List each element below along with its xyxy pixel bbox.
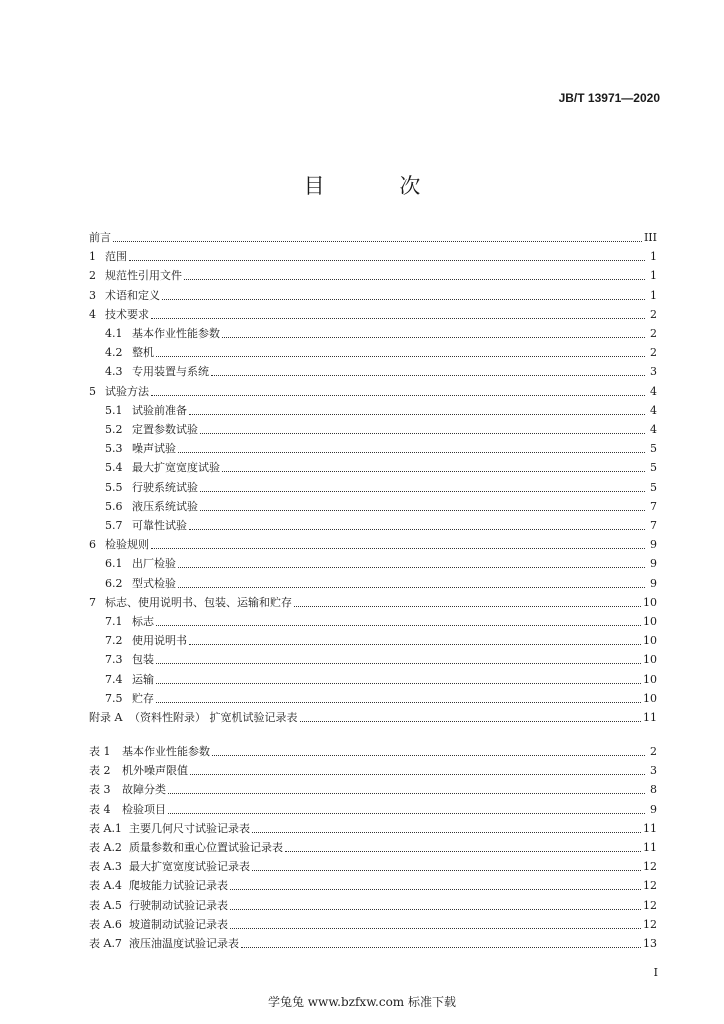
toc-entry[interactable] <box>105 322 657 341</box>
entry-title: 主要几何尺寸试验记录表 <box>129 821 250 835</box>
toc-entry[interactable] <box>105 514 657 533</box>
entry-number: 表 A.4 <box>89 879 122 893</box>
toc-entry[interactable] <box>89 226 657 245</box>
entry-page-number: 11 <box>643 711 657 724</box>
page-folio: I <box>653 966 658 979</box>
entry-title: 检验规则 <box>105 538 149 552</box>
entry-number: 5 <box>89 384 96 398</box>
toc-entry[interactable] <box>105 476 657 495</box>
entry-number: 7 <box>89 595 96 609</box>
entry-page-number: 2 <box>650 745 657 758</box>
toc-entry[interactable] <box>105 687 657 706</box>
entry-title: 检验项目 <box>122 802 166 816</box>
toc-entry[interactable] <box>89 855 657 874</box>
dot-leader <box>252 870 641 871</box>
entry-title: （资料性附录） 扩宽机试验记录表 <box>129 711 298 724</box>
dot-leader <box>200 491 645 492</box>
entry-page-number: 9 <box>650 802 657 816</box>
dot-leader <box>189 644 641 645</box>
dot-leader <box>294 606 641 607</box>
entry-title: 行驶制动试验记录表 <box>129 898 228 912</box>
entry-page-number: 2 <box>650 327 657 340</box>
entry-number: 7.5 <box>105 691 123 705</box>
toc-entry[interactable] <box>105 552 657 571</box>
entry-number: 表 A.2 <box>89 841 122 854</box>
toc-entry[interactable] <box>89 303 657 322</box>
entry-number: 表 A.7 <box>89 937 122 950</box>
toc-entry[interactable] <box>89 380 657 399</box>
entry-page-number: 5 <box>650 480 657 494</box>
entry-page-number: 1 <box>650 250 657 264</box>
entry-number: 表 2 <box>89 764 111 778</box>
entry-page-number: 4 <box>650 423 657 436</box>
toc-entry[interactable] <box>89 264 657 283</box>
toc-entry[interactable] <box>89 706 657 725</box>
entry-title: 整机 <box>132 346 154 360</box>
dot-leader <box>178 452 645 453</box>
dot-leader <box>168 813 645 814</box>
standard-number: JB/T 13971—2020 <box>558 91 660 105</box>
entry-title: 机外噪声限值 <box>122 764 188 778</box>
entry-title: 前言 <box>89 231 111 244</box>
entry-page-number: 1 <box>650 269 657 283</box>
toc-entry[interactable] <box>89 894 657 913</box>
dot-leader <box>222 471 645 472</box>
entry-number: 表 3 <box>89 783 111 797</box>
entry-number: 表 4 <box>89 802 111 816</box>
toc-entry[interactable] <box>105 629 657 648</box>
entry-page-number: 10 <box>643 672 657 686</box>
toc-entry[interactable] <box>89 836 657 855</box>
entry-page-number: 12 <box>643 860 657 874</box>
entry-title: 使用说明书 <box>132 634 187 648</box>
dot-leader <box>190 774 645 775</box>
entry-page-number: 5 <box>650 442 657 456</box>
entry-title: 行驶系统试验 <box>132 480 198 494</box>
toc-entry[interactable] <box>89 817 657 836</box>
toc-entry[interactable] <box>105 341 657 360</box>
entry-page-number: 12 <box>643 917 657 931</box>
dot-leader <box>113 241 642 242</box>
dot-leader <box>156 663 641 664</box>
toc-entry[interactable] <box>105 668 657 687</box>
toc-entry[interactable] <box>105 456 657 475</box>
entry-number: 5.4 <box>105 461 123 475</box>
toc-entry[interactable] <box>89 245 657 264</box>
entry-number: 4.2 <box>105 346 123 360</box>
entry-title: 型式检验 <box>132 576 176 590</box>
entry-page-number: 10 <box>643 595 657 609</box>
entry-title: 试验前准备 <box>132 403 187 417</box>
entry-number: 5.2 <box>105 423 123 436</box>
entry-page-number: 9 <box>650 576 657 590</box>
entry-page-number: 10 <box>643 691 657 705</box>
toc-entry[interactable] <box>89 874 657 893</box>
entry-title: 范围 <box>105 250 127 264</box>
dot-leader <box>151 395 645 396</box>
toc-entry[interactable] <box>89 740 657 759</box>
dot-leader <box>184 279 645 280</box>
entry-title: 定置参数试验 <box>132 423 198 436</box>
entry-title: 液压油温度试验记录表 <box>129 937 239 950</box>
entry-number: 7.4 <box>105 672 123 686</box>
dot-leader <box>189 529 645 530</box>
entry-page-number: 13 <box>643 937 657 950</box>
entry-number: 表 1 <box>89 745 111 758</box>
entry-number: 表 A.1 <box>89 821 122 835</box>
entry-number: 表 A.3 <box>89 860 122 874</box>
entry-title: 质量参数和重心位置试验记录表 <box>129 841 283 854</box>
entry-title: 故障分类 <box>122 783 166 797</box>
entry-title: 爬坡能力试验记录表 <box>129 879 228 893</box>
toc-entry[interactable] <box>105 495 657 514</box>
entry-number: 2 <box>89 269 96 283</box>
entry-page-number: 7 <box>650 519 657 532</box>
entry-number: 4 <box>89 307 96 321</box>
dot-leader <box>230 889 641 890</box>
dot-leader <box>285 851 641 852</box>
entry-title: 运输 <box>132 672 154 686</box>
entry-title: 坡道制动试验记录表 <box>129 917 228 931</box>
page-title: 目 次 <box>303 174 455 198</box>
entry-page-number: 10 <box>643 615 657 628</box>
toc-entry[interactable] <box>105 572 657 591</box>
dot-leader <box>156 702 641 703</box>
entry-page-number: 10 <box>643 653 657 667</box>
entry-page-number: 11 <box>643 821 657 835</box>
toc-entry[interactable] <box>89 798 657 817</box>
dot-leader <box>200 433 645 434</box>
entry-title: 专用装置与系统 <box>132 365 209 379</box>
entry-title: 试验方法 <box>105 384 149 398</box>
entry-number: 附录 A <box>89 711 123 724</box>
dot-leader <box>211 375 645 376</box>
dot-leader <box>129 260 645 261</box>
entry-title: 液压系统试验 <box>132 499 198 513</box>
entry-page-number: 1 <box>650 288 657 302</box>
dot-leader <box>178 587 645 588</box>
entry-number: 3 <box>89 288 96 302</box>
entry-number: 6.2 <box>105 576 123 590</box>
entry-number: 4.3 <box>105 365 123 379</box>
dot-leader <box>300 721 642 722</box>
toc-entry[interactable] <box>89 932 657 951</box>
entry-page-number: 12 <box>643 898 657 912</box>
toc-entry[interactable] <box>105 437 657 456</box>
entry-number: 5.7 <box>105 519 123 532</box>
entry-title: 最大扩宽宽度试验 <box>132 461 220 475</box>
entry-title: 出厂检验 <box>132 557 176 571</box>
dot-leader <box>230 909 641 910</box>
entry-title: 标志、使用说明书、包装、运输和贮存 <box>105 595 292 609</box>
dot-leader <box>222 337 645 338</box>
entry-page-number: 8 <box>650 783 657 797</box>
entry-title: 可靠性试验 <box>132 519 187 532</box>
entry-number: 5.6 <box>105 499 123 513</box>
dot-leader <box>200 510 645 511</box>
entry-page-number: 5 <box>650 461 657 475</box>
dot-leader <box>168 793 645 794</box>
entry-page-number: 2 <box>650 307 657 321</box>
dot-leader <box>189 414 645 415</box>
toc-entry[interactable] <box>105 399 657 418</box>
entry-number: 5.1 <box>105 403 123 417</box>
toc-entry[interactable] <box>89 591 657 610</box>
entry-title: 标志 <box>132 615 154 628</box>
entry-number: 6 <box>89 538 96 552</box>
entry-title: 规范性引用文件 <box>105 269 182 283</box>
toc-entry[interactable] <box>89 778 657 797</box>
dot-leader <box>230 928 641 929</box>
entry-page-number: 9 <box>650 538 657 552</box>
toc-entry[interactable] <box>105 610 657 629</box>
entry-number: 表 A.5 <box>89 898 122 912</box>
entry-number: 5.5 <box>105 480 123 494</box>
dot-leader <box>252 832 641 833</box>
entry-number: 7.1 <box>105 615 123 628</box>
entry-page-number: 3 <box>650 365 657 379</box>
entry-page-number: 7 <box>650 499 657 513</box>
entry-title: 最大扩宽宽度试验记录表 <box>129 860 250 874</box>
entry-title: 基本作业性能参数 <box>122 745 210 758</box>
toc-entry[interactable] <box>105 360 657 379</box>
entry-page-number: 10 <box>643 634 657 648</box>
dot-leader <box>151 318 645 319</box>
toc-entry[interactable] <box>105 418 657 437</box>
dot-leader <box>156 356 645 357</box>
dot-leader <box>212 755 645 756</box>
entry-title: 噪声试验 <box>132 442 176 456</box>
entry-number: 5.3 <box>105 442 123 456</box>
entry-page-number: 4 <box>650 403 657 417</box>
toc-entry[interactable] <box>89 533 657 552</box>
entry-title: 基本作业性能参数 <box>132 327 220 340</box>
entry-page-number: 12 <box>643 879 657 893</box>
toc-entry[interactable] <box>105 648 657 667</box>
entry-page-number: 2 <box>650 346 657 360</box>
entry-page-number: 11 <box>643 841 657 854</box>
entry-number: 4.1 <box>105 327 123 340</box>
entry-page-number: 4 <box>650 384 657 398</box>
entry-number: 6.1 <box>105 557 123 571</box>
dot-leader <box>151 548 645 549</box>
toc-entry[interactable] <box>89 913 657 932</box>
entry-title: 技术要求 <box>105 307 149 321</box>
dot-leader <box>241 947 641 948</box>
dot-leader <box>156 625 641 626</box>
dot-leader <box>162 299 645 300</box>
footer-watermark: 学兔兔 www.bzfxw.com 标准下载 <box>267 995 457 1009</box>
dot-leader <box>156 683 641 684</box>
entry-number: 1 <box>89 250 96 264</box>
entry-title: 术语和定义 <box>105 288 160 302</box>
entry-number: 表 A.6 <box>89 917 122 931</box>
entry-number: 7.3 <box>105 653 123 667</box>
entry-title: 贮存 <box>132 691 154 705</box>
entry-page-number: 3 <box>650 764 657 778</box>
dot-leader <box>178 567 645 568</box>
toc-entry[interactable] <box>89 284 657 303</box>
entry-number: 7.2 <box>105 634 123 648</box>
entry-page-number: 9 <box>650 557 657 571</box>
entry-title: 包装 <box>132 653 154 667</box>
entry-page-number: III <box>643 231 657 244</box>
toc-entry[interactable] <box>89 759 657 778</box>
